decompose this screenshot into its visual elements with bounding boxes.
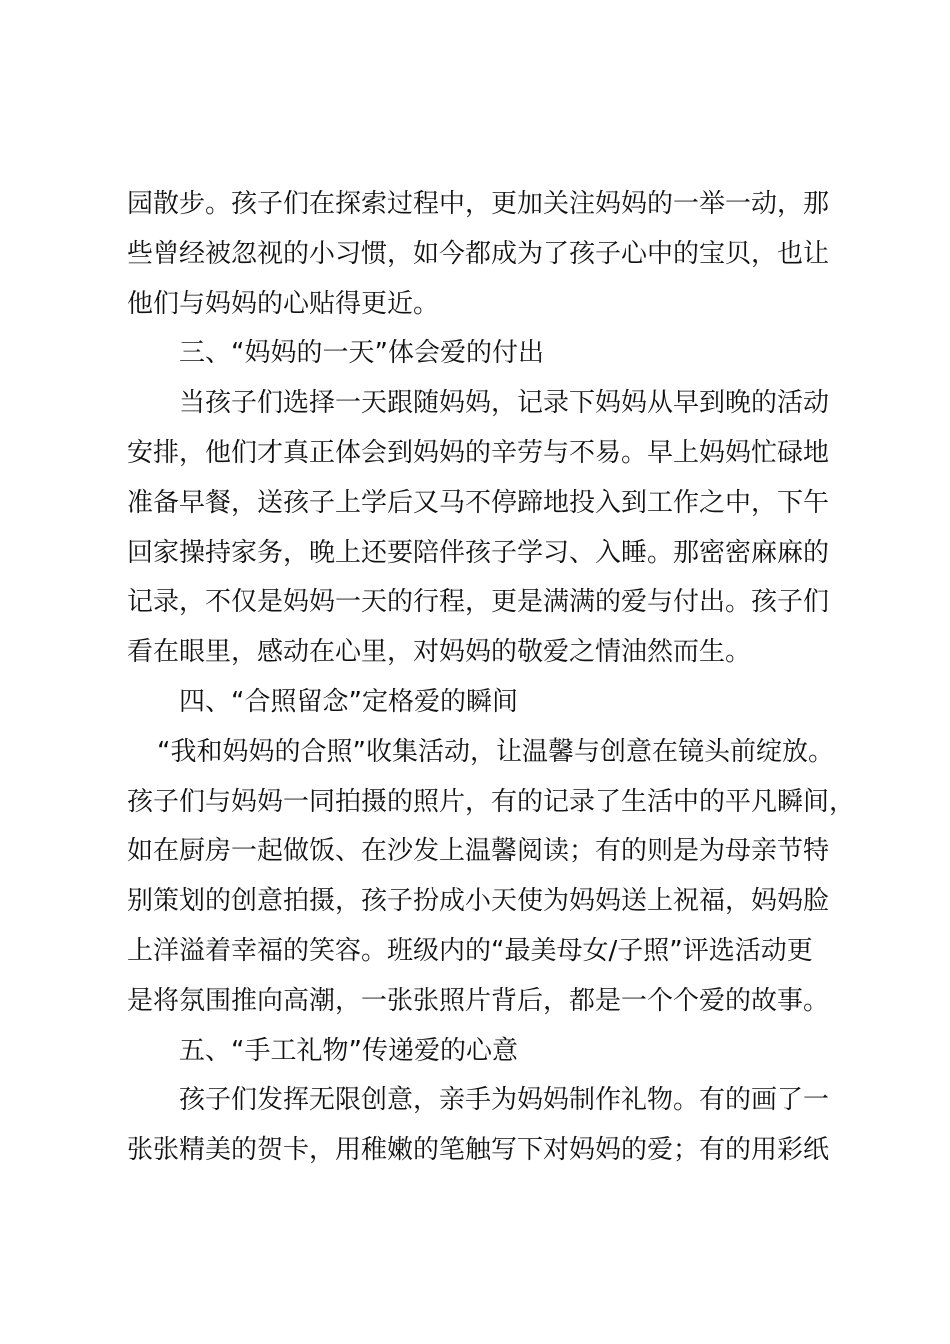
paragraph-line: 是将氛围推向高潮，一张张照片背后，都是一个个爱的故事。: [127, 985, 830, 1016]
paragraph-line: 别策划的创意拍摄，孩子扮成小天使为妈妈送上祝福，妈妈脸: [127, 886, 830, 917]
paragraph-line: 如在厨房一起做饭、在沙发上温馨阅读；有的则是为母亲节特: [127, 836, 830, 867]
paragraph-line: 安排，他们才真正体会到妈妈的辛劳与不易。早上妈妈忙碌地: [127, 437, 830, 468]
paragraph-line: 准备早餐，送孩子上学后又马不停蹄地投入到工作之中，下午: [127, 487, 830, 518]
paragraph-line: 记录，不仅是妈妈一天的行程，更是满满的爱与付出。孩子们: [127, 587, 830, 618]
section-heading-5: 五、“手工礼物”传递爱的心意: [179, 1035, 518, 1066]
paragraph-line: “我和妈妈的合照”收集活动，让温馨与创意在镜头前绽放。: [157, 736, 834, 767]
section-heading-3: 三、“妈妈的一天”体会爱的付出: [179, 338, 544, 369]
paragraph-line: 他们与妈妈的心贴得更近。: [127, 288, 440, 319]
paragraph-line: 张张精美的贺卡，用稚嫩的笔触写下对妈妈的爱；有的用彩纸: [127, 1135, 830, 1166]
paragraph-line: 些曾经被忽视的小习惯，如今都成为了孩子心中的宝贝，也让: [127, 238, 830, 269]
paragraph-line: 园散步。孩子们在探索过程中，更加关注妈妈的一举一动，那: [127, 189, 830, 219]
paragraph-line: 看在眼里，感动在心里，对妈妈的敬爱之情油然而生。: [127, 637, 752, 668]
paragraph-line: 回家操持家务，晚上还要陪伴孩子学习、入睡。那密密麻麻的: [127, 537, 830, 568]
paragraph-line: 孩子们与妈妈一同拍摄的照片，有的记录了生活中的平凡瞬间，: [127, 786, 856, 817]
document-body: [127, 180, 856, 1176]
paragraph-line: 当孩子们选择一天跟随妈妈，记录下妈妈从早到晚的活动: [179, 388, 830, 419]
paragraph-line: 上洋溢着幸福的笑容。班级内的“最美母女/子照”评选活动更: [127, 935, 813, 966]
paragraph-line: 孩子们发挥无限创意，亲手为妈妈制作礼物。有的画了一: [179, 1085, 830, 1116]
section-heading-4: 四、“合照留念”定格爱的瞬间: [179, 686, 518, 717]
